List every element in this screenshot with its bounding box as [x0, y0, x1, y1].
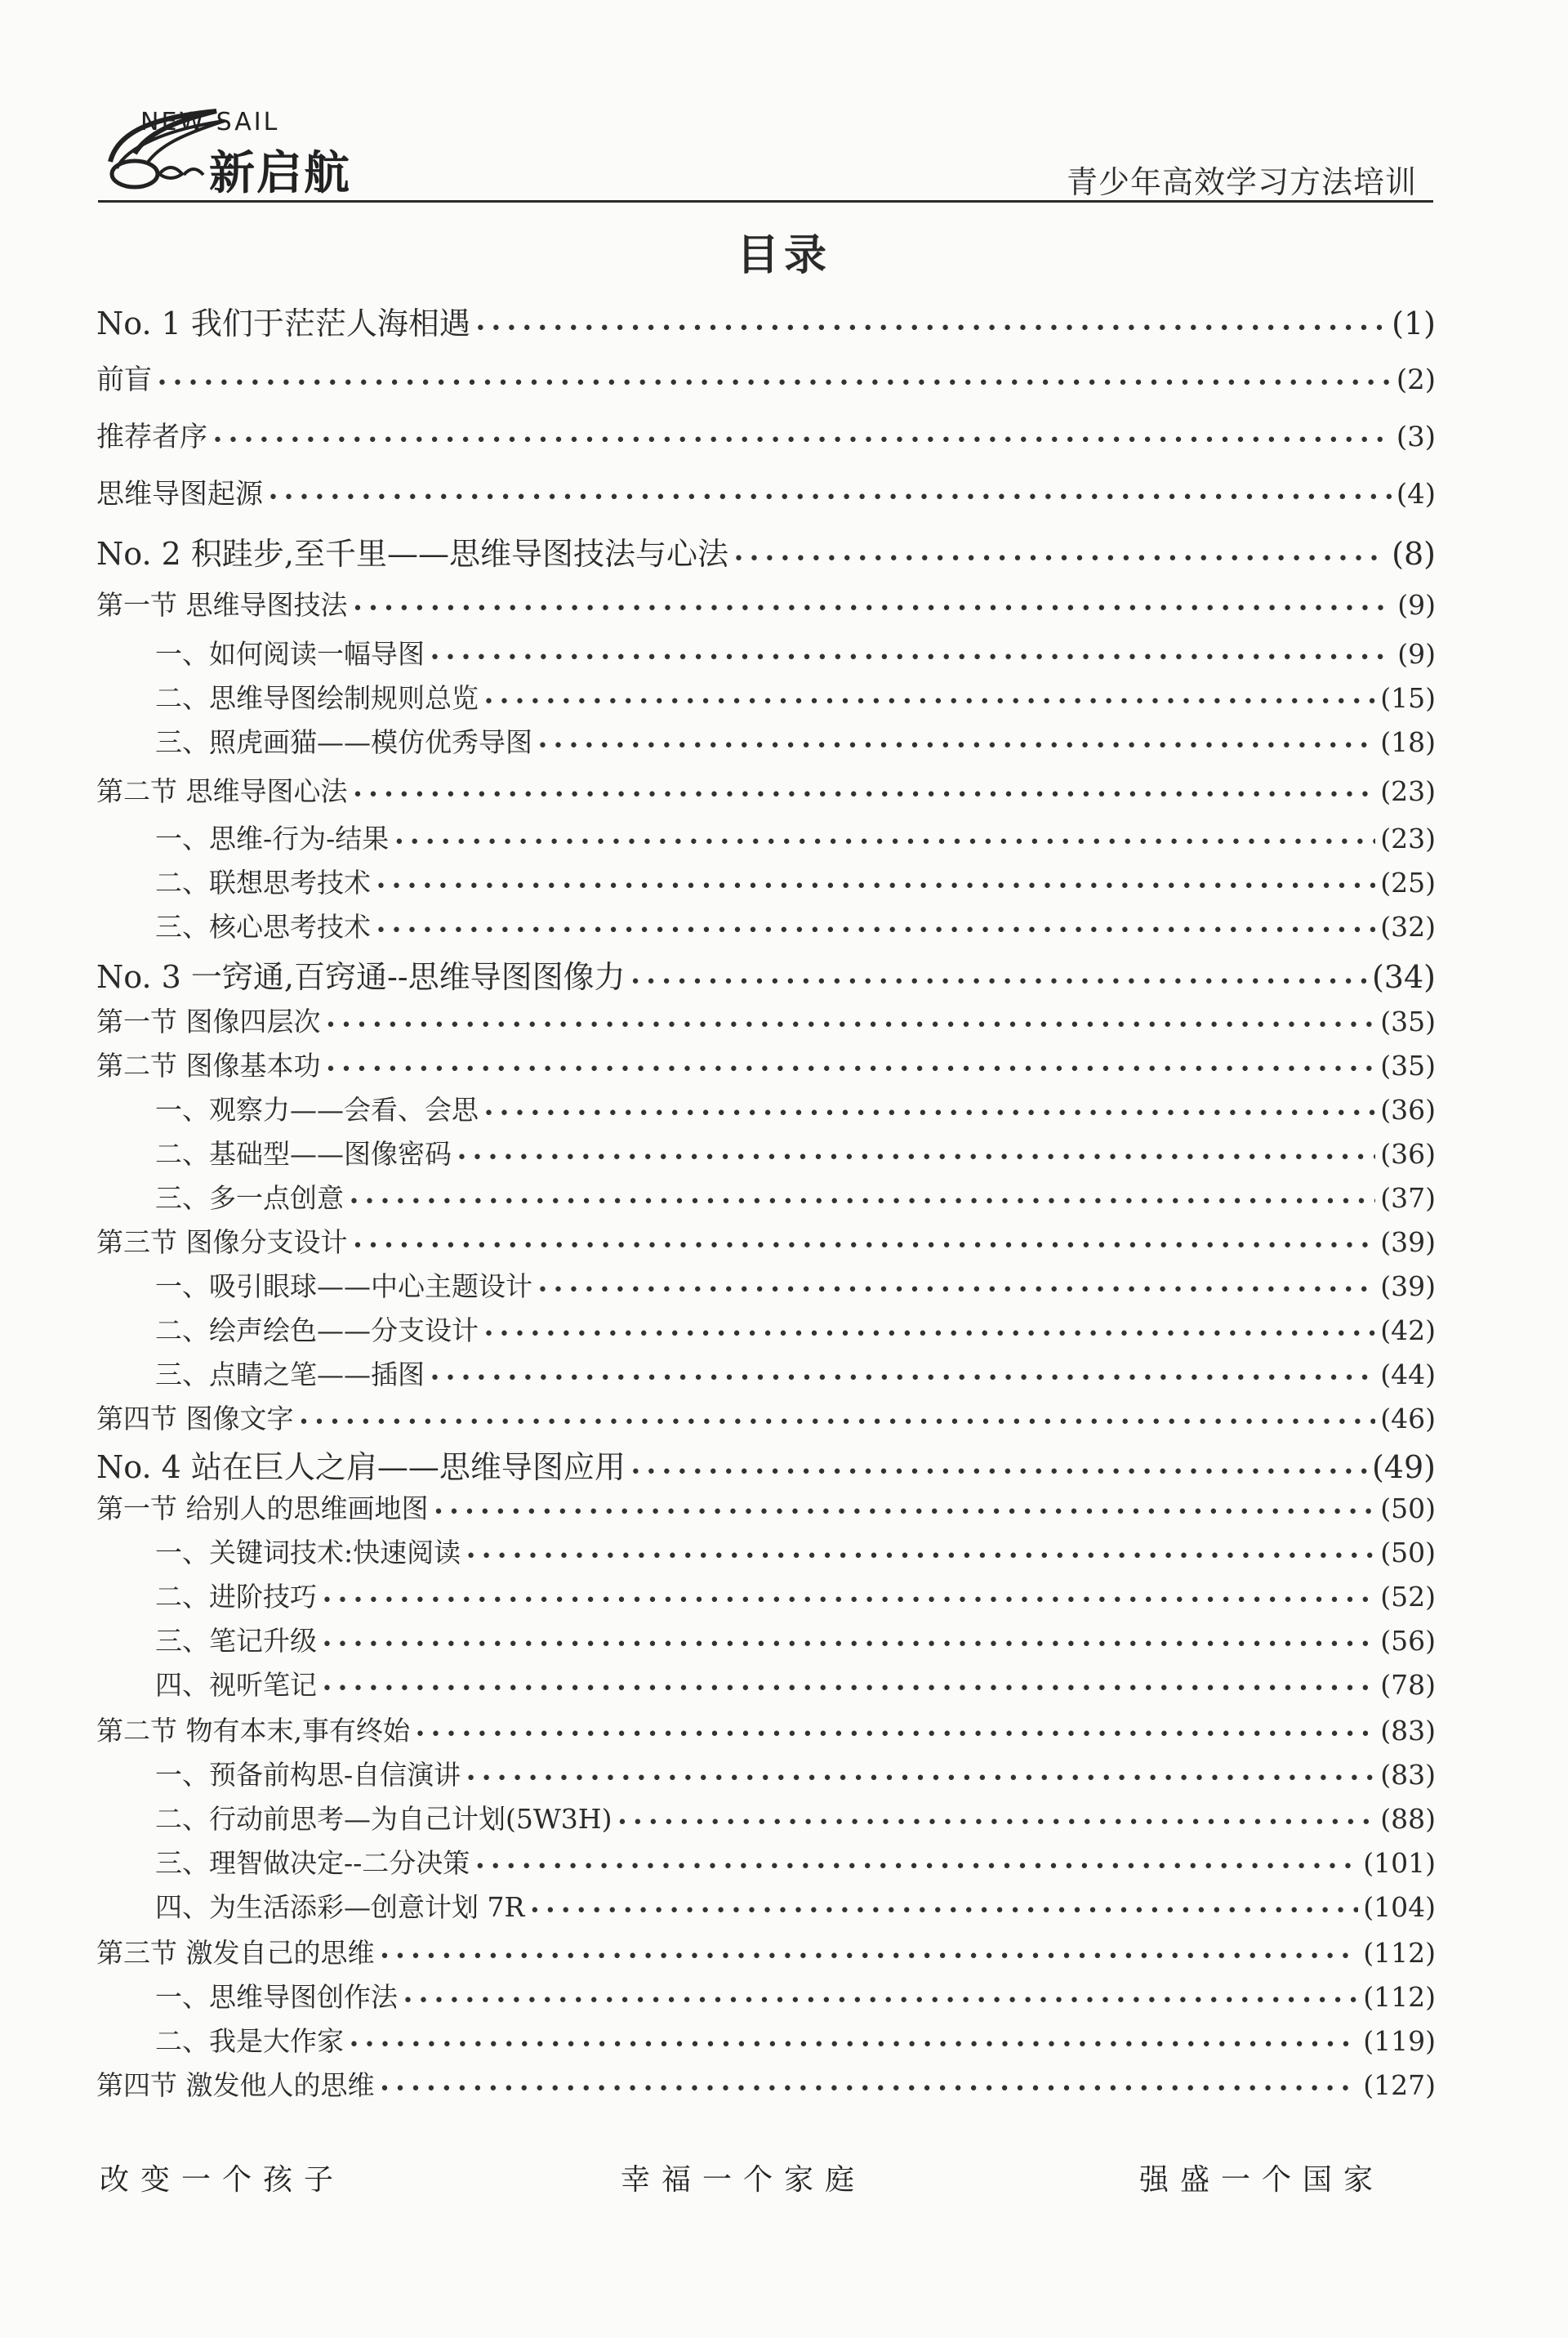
- toc-entry-title: 二、思维导图绘制规则总览: [155, 682, 479, 714]
- toc-leader-dots: [457, 1148, 1375, 1168]
- toc-entry-title: 二、行动前思考—为自己计划(5W3H): [155, 1803, 612, 1835]
- toc-entry: [96, 471, 1436, 511]
- toc-entry-page-number: (78): [1380, 1669, 1436, 1701]
- toc-entry-page-number: (23): [1380, 775, 1436, 807]
- toc-entry-title: 第一节 思维导图技法: [96, 589, 348, 621]
- toc-leader-dots: [475, 319, 1387, 339]
- toc-entry-title: No. 1 我们于茫茫人海相遇: [96, 306, 470, 341]
- toc-entry-title: 一、思维导图创作法: [155, 1981, 398, 2013]
- toc-entry: [96, 1664, 1436, 1702]
- toc-entry-page-number: (101): [1363, 1847, 1436, 1879]
- toc-entry-title: 二、绘声绘色——分支设计: [155, 1314, 479, 1346]
- toc-entry-page-number: (50): [1380, 1492, 1436, 1524]
- toc-entry-page-number: (49): [1371, 1449, 1436, 1485]
- toc-leader-dots: [483, 692, 1375, 712]
- toc-entry-page-number: (39): [1380, 1270, 1436, 1302]
- toc-entry: [96, 862, 1436, 900]
- toc-entry-title: 第三节 图像分支设计: [96, 1226, 348, 1258]
- toc-entry: [96, 1045, 1436, 1083]
- toc-entry-page-number: (37): [1380, 1182, 1436, 1214]
- toc-entry-title: 二、我是大作家: [155, 2025, 344, 2057]
- toc-leader-dots: [353, 1236, 1376, 1256]
- toc-entry: [96, 1798, 1436, 1836]
- toc-leader-dots: [630, 972, 1367, 993]
- toc-entry-title: 一、观察力——会看、会思: [155, 1094, 479, 1126]
- toc-leader-dots: [630, 1462, 1367, 1483]
- toc-leader-dots: [466, 1769, 1375, 1789]
- toc-entry: [96, 1442, 1436, 1487]
- toc-entry: [96, 1177, 1436, 1216]
- toc-entry: [96, 298, 1436, 343]
- toc-entry-title: 第四节 图像文字: [96, 1403, 294, 1434]
- toc-entry-page-number: (42): [1380, 1314, 1436, 1346]
- toc-entry-page-number: (36): [1380, 1138, 1436, 1170]
- toc-entry-title: 一、吸引眼球——中心主题设计: [155, 1270, 532, 1302]
- toc-entry-page-number: (9): [1397, 638, 1436, 670]
- toc-entry-title: 三、理智做决定--二分决策: [155, 1847, 470, 1879]
- footer-slogan-right: 强盛一个国家: [1139, 2163, 1385, 2197]
- footer-slogan-center: 幸福一个家庭: [621, 2163, 866, 2197]
- toc-entry-page-number: (112): [1363, 1937, 1436, 1969]
- toc-entry-title: 四、视听笔记: [155, 1669, 317, 1701]
- logo-chinese-text: 新启航: [209, 147, 351, 200]
- toc-entry-title: 第二节 物有本末,事有终始: [96, 1715, 410, 1747]
- toc-leader-dots: [322, 1591, 1375, 1611]
- toc-leader-dots: [212, 431, 1392, 451]
- toc-leader-dots: [537, 736, 1375, 756]
- toc-entry-page-number: (56): [1380, 1625, 1436, 1657]
- toc-entry-title: 二、进阶技巧: [155, 1581, 317, 1613]
- toc-entry: [96, 584, 1436, 622]
- toc-leader-dots: [299, 1412, 1376, 1433]
- toc-leader-dots: [380, 1947, 1359, 1967]
- toc-entry: [96, 1133, 1436, 1171]
- toc-entry-page-number: (2): [1396, 364, 1436, 396]
- toc-entry-title: 三、笔记升级: [155, 1625, 317, 1657]
- toc-entry-title: 二、基础型——图像密码: [155, 1138, 452, 1170]
- toc-entry: [96, 357, 1436, 397]
- toc-entry-page-number: (8): [1392, 536, 1436, 572]
- toc-entry: [96, 1532, 1436, 1570]
- toc-entry: [96, 1976, 1436, 2015]
- toc-entry-title: 前盲: [96, 364, 152, 396]
- toc-entry-page-number: (18): [1380, 726, 1436, 758]
- toc-entry-title: 四、为生活添彩—创意计划 7R: [155, 1891, 525, 1923]
- toc-leader-dots: [430, 648, 1392, 668]
- toc-entry: [96, 1310, 1436, 1348]
- toc-leader-dots: [537, 1280, 1375, 1301]
- toc-entry-page-number: (23): [1380, 823, 1436, 854]
- toc-leader-dots: [415, 1724, 1375, 1745]
- toc-entry: [96, 1089, 1436, 1127]
- toc-entry-page-number: (4): [1396, 478, 1436, 511]
- toc-entry: [96, 633, 1436, 672]
- toc-leader-dots: [434, 1502, 1376, 1523]
- toc-entry: [96, 952, 1436, 997]
- toc-entry-page-number: (44): [1380, 1359, 1436, 1390]
- toc-entry: [96, 1620, 1436, 1658]
- toc-entry: [96, 770, 1436, 809]
- header-divider: [98, 200, 1433, 203]
- toc-entry-page-number: (32): [1380, 911, 1436, 943]
- toc-entry-page-number: (25): [1380, 867, 1436, 899]
- toc-entry: [96, 818, 1436, 856]
- toc-entry-page-number: (112): [1363, 1981, 1436, 2013]
- toc-entry: [96, 1265, 1436, 1304]
- toc-entry-page-number: (3): [1396, 421, 1436, 453]
- toc-leader-dots: [403, 1991, 1358, 2011]
- toc-entry-page-number: (35): [1380, 1050, 1436, 1082]
- toc-entry-title: 第一节 图像四层次: [96, 1006, 321, 1037]
- toc-entry: [96, 529, 1436, 573]
- toc-entry-page-number: (46): [1380, 1403, 1436, 1434]
- toc-leader-dots: [322, 1679, 1375, 1699]
- toc-leader-dots: [483, 1324, 1375, 1345]
- header-course-title: 青少年高效学习方法培训: [1066, 164, 1417, 200]
- toc-leader-dots: [466, 1546, 1375, 1567]
- toc-entry-page-number: (34): [1371, 959, 1436, 995]
- toc-entry: [96, 1001, 1436, 1039]
- toc-entry-title: 思维导图起源: [96, 478, 263, 511]
- toc-entry: [96, 1710, 1436, 1748]
- toc-leader-dots: [394, 832, 1375, 853]
- toc-entry-title: 推荐者序: [96, 421, 207, 453]
- toc-leader-dots: [376, 877, 1375, 897]
- toc-entry-title: 一、关键词技术:快速阅读: [155, 1537, 461, 1568]
- toc-entry-title: 第一节 给别人的思维画地图: [96, 1492, 429, 1524]
- toc-entry-title: 三、点睛之笔——插图: [155, 1359, 425, 1390]
- toc-entry-title: 一、思维-行为-结果: [155, 823, 390, 854]
- toc-entry-title: No. 4 站在巨人之肩——思维导图应用: [96, 1449, 626, 1485]
- toc-entry-title: 三、核心思考技术: [155, 911, 371, 943]
- toc-entry-page-number: (15): [1380, 682, 1436, 714]
- logo-english-text: NEW SAIL: [140, 108, 280, 136]
- toc-entry-title: No. 2 积跬步,至千里——思维导图技法与心法: [96, 536, 728, 572]
- toc-leader-dots: [380, 2079, 1359, 2099]
- page-title: 目录: [736, 231, 831, 280]
- toc-entry-title: 第二节 图像基本功: [96, 1050, 321, 1082]
- toc-entry-page-number: (1): [1392, 306, 1436, 341]
- toc-leader-dots: [474, 1857, 1358, 1877]
- toc-leader-dots: [157, 373, 1392, 394]
- toc-entry-page-number: (39): [1380, 1226, 1436, 1258]
- toc-entry: [96, 1932, 1436, 1970]
- toc-entry-title: 三、多一点创意: [155, 1182, 344, 1214]
- toc-entry-page-number: (119): [1363, 2025, 1436, 2057]
- toc-entry-page-number: (50): [1380, 1537, 1436, 1568]
- toc-leader-dots: [733, 549, 1387, 569]
- toc-leader-dots: [326, 1015, 1376, 1036]
- toc-leader-dots: [353, 785, 1376, 805]
- toc-entry-page-number: (83): [1380, 1759, 1436, 1791]
- toc-entry: [96, 677, 1436, 716]
- toc-entry-page-number: (83): [1380, 1715, 1436, 1747]
- toc-entry: [96, 1221, 1436, 1260]
- toc-entry-page-number: (36): [1380, 1094, 1436, 1126]
- toc-leader-dots: [430, 1368, 1375, 1389]
- toc-entry: [96, 1576, 1436, 1614]
- toc-entry-title: 一、如何阅读一幅导图: [155, 638, 425, 670]
- toc-entry: [96, 1488, 1436, 1526]
- toc-leader-dots: [268, 488, 1392, 508]
- toc-entry: [96, 1398, 1436, 1436]
- toc-entry-page-number: (35): [1380, 1006, 1436, 1037]
- toc-entry-title: 第二节 思维导图心法: [96, 775, 348, 807]
- toc-leader-dots: [617, 1813, 1375, 1833]
- toc-entry: [96, 414, 1436, 454]
- toc-entry-title: 二、联想思考技术: [155, 867, 371, 899]
- toc-entry: [96, 1842, 1436, 1881]
- toc-leader-dots: [483, 1104, 1375, 1124]
- toc-entry: [96, 2064, 1436, 2103]
- toc-entry: [96, 1886, 1436, 1925]
- toc-leader-dots: [376, 921, 1375, 941]
- toc-entry-title: 一、预备前构思-自信演讲: [155, 1759, 461, 1791]
- toc-leader-dots: [349, 2035, 1358, 2055]
- toc-entry: [96, 2020, 1436, 2059]
- toc-entry-page-number: (88): [1380, 1803, 1436, 1835]
- toc-entry: [96, 1754, 1436, 1792]
- toc-entry-page-number: (9): [1397, 589, 1436, 621]
- toc-entry-title: 第三节 激发自己的思维: [96, 1937, 375, 1969]
- toc-entry: [96, 906, 1436, 944]
- toc-entry: [96, 1354, 1436, 1392]
- toc-entry-page-number: (104): [1363, 1891, 1436, 1923]
- toc-leader-dots: [349, 1192, 1375, 1212]
- toc-entry-title: 三、照虎画猫——模仿优秀导图: [155, 726, 532, 758]
- toc-entry-page-number: (127): [1363, 2069, 1436, 2101]
- toc-leader-dots: [353, 599, 1393, 619]
- toc-entry-page-number: (52): [1380, 1581, 1436, 1613]
- toc-entry-title: No. 3 一窍通,百窍通--思维导图图像力: [96, 959, 626, 995]
- toc-leader-dots: [529, 1901, 1358, 1921]
- toc-leader-dots: [326, 1060, 1376, 1080]
- footer-slogan-left: 改变一个孩子: [100, 2163, 345, 2197]
- toc-entry: [96, 721, 1436, 760]
- toc-leader-dots: [322, 1635, 1375, 1655]
- toc-entry-title: 第四节 激发他人的思维: [96, 2069, 375, 2101]
